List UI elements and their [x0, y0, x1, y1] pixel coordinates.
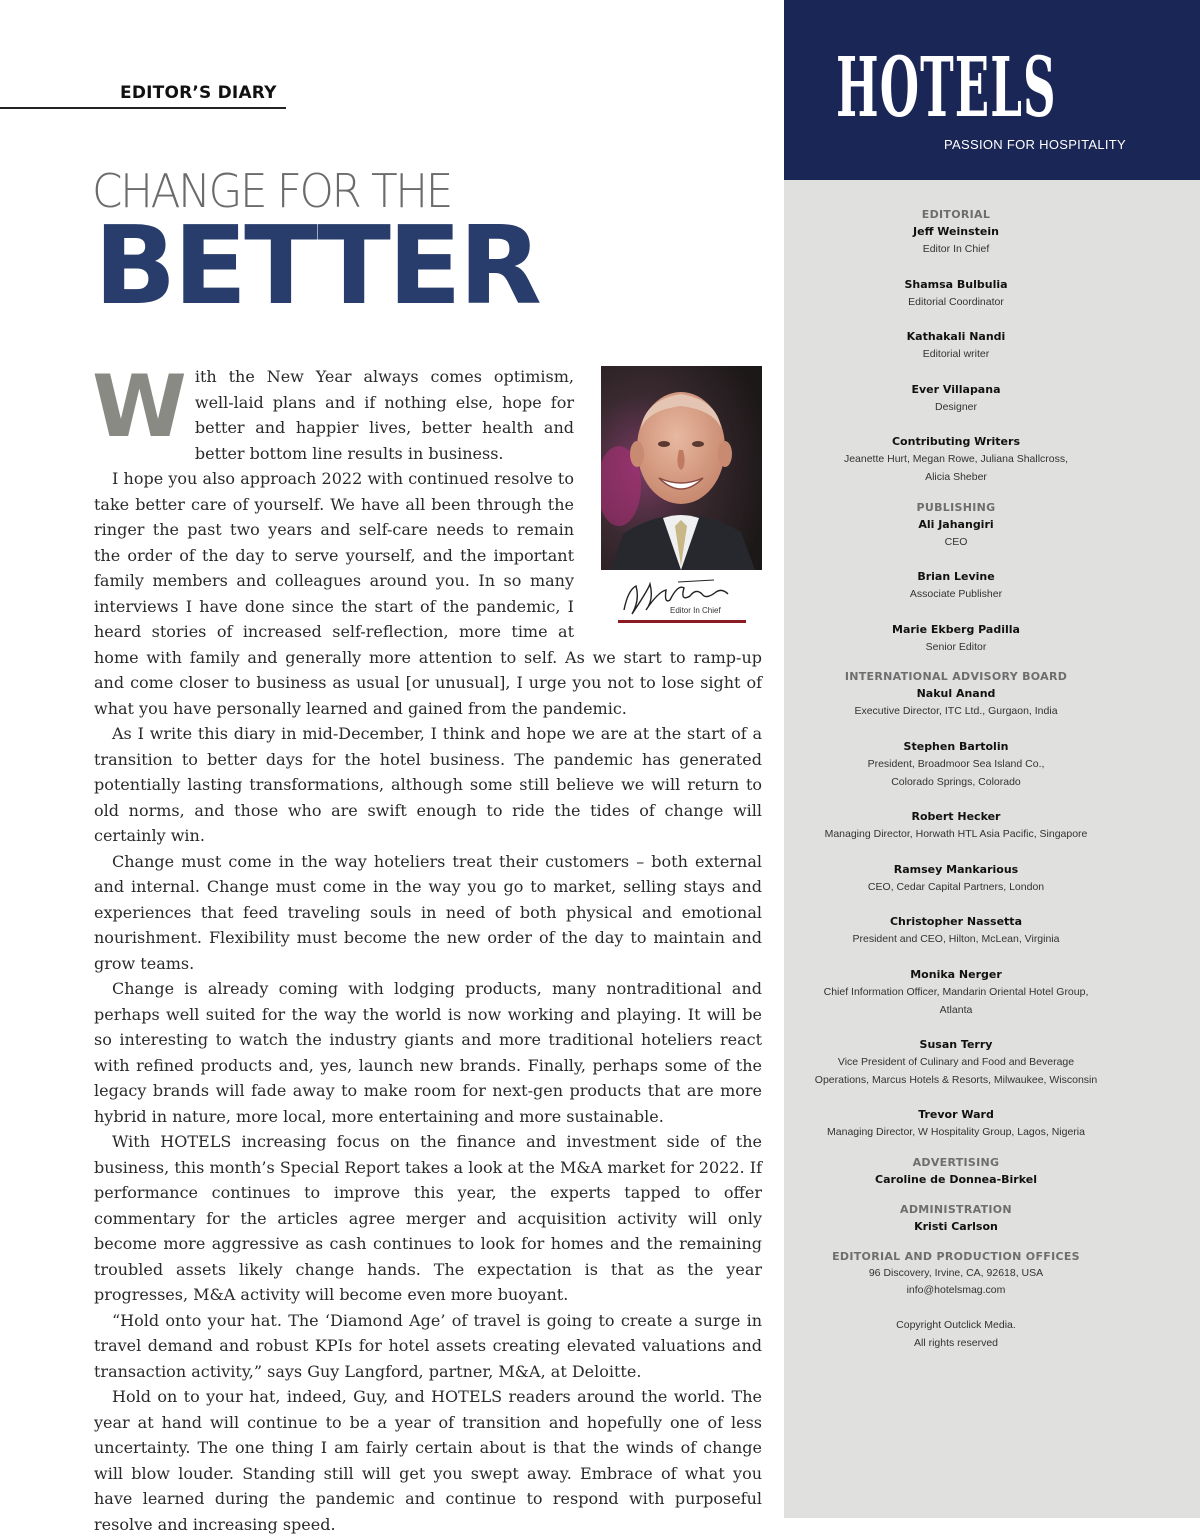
staff-role: Managing Director, W Hospitality Group, Lagos, Nigeria	[827, 1126, 1085, 1139]
staff-role: Colorado Springs, Colorado	[891, 775, 1021, 788]
entry-gap	[784, 364, 1128, 381]
entry-gap	[784, 259, 1128, 276]
entry-gap	[784, 949, 1128, 966]
entry-gap	[784, 604, 1128, 621]
staff-name: Marie Ekberg Padilla	[892, 622, 1020, 636]
staff-name: Trevor Ward	[918, 1108, 994, 1122]
entry-gap	[784, 896, 1128, 913]
staff-role: Operations, Marcus Hotels & Resorts, Milwaukee, Wisconsin	[814, 1073, 1098, 1086]
staff-name: Christopher Nassetta	[889, 915, 1022, 929]
entry-gap	[784, 416, 1128, 433]
section-gap	[784, 1236, 1128, 1249]
article-paragraph: As I write this diary in mid-December, I think and hope we are at the start of a transition to better days for the hotel business. The pandemic has generated potentially lasting transformations, although some still believe we will return to old norms, and those who are swift enough to ride the tides of change will certainly win.	[94, 724, 762, 845]
masthead-section-title: ADVERTISING	[912, 1155, 1000, 1169]
section-label: EDITOR’S DIARY	[120, 83, 277, 103]
article-paragraph: “Hold onto your hat. The ‘Diamond Age’ of travel is going to create a surge in travel demand and robust KPIs for hotel assets creating elevated valuations and transaction activity,” says Guy Langford, partner, M&A, at Deloitte.	[94, 1310, 762, 1381]
hotels-logo: HOTELS	[836, 40, 1057, 136]
staff-role: Associate Publisher	[909, 588, 1003, 601]
staff-name: Caroline de Donnea-Birkel	[875, 1172, 1037, 1186]
staff-name: Ramsey Mankarious	[893, 862, 1019, 876]
entry-gap	[784, 844, 1128, 861]
staff-name: Jeff Weinstein	[913, 225, 999, 238]
section-gap	[784, 487, 1128, 500]
staff-role: info@hotelsmag.com	[906, 1284, 1006, 1297]
masthead-banner	[784, 0, 1200, 180]
staff-name: Kristi Carlson	[914, 1219, 998, 1233]
entry-gap	[784, 551, 1128, 568]
copyright-line: Copyright Outclick Media.	[896, 1319, 1016, 1332]
article-body	[92, 357, 762, 1537]
entry-gap	[784, 1300, 1128, 1317]
staff-role: Editor In Chief	[922, 243, 990, 255]
staff-role: Vice President of Culinary and Food and Beverage	[837, 1056, 1075, 1069]
staff-role: Senior Editor	[925, 640, 987, 653]
entry-gap	[784, 721, 1128, 738]
staff-name: Susan Terry	[919, 1038, 993, 1052]
staff-role: Editorial writer	[922, 348, 990, 361]
masthead-sidebar	[784, 0, 1200, 1518]
staff-name: Nakul Anand	[916, 687, 996, 701]
headline-main: BETTER	[94, 204, 539, 329]
article-paragraph: Change is already coming with lodging products, many nontraditional and perhaps well suited for the way the world is now working and playing. It will be so interesting to watch the industry giants and more traditional hoteliers react with refined products and, yes, launch new brands. Finally, perhaps some of the legacy brands will fade away to make room for next-gen products that are more hybrid in nature, more local, more entertaining and more sustainable.	[94, 979, 762, 1126]
drop-cap: W	[92, 357, 183, 457]
article-paragraph: With HOTELS increasing focus on the finance and investment side of the business, this month’s Special Report takes a look at the M&A market for 2022. If performance continues to improve this year, the experts tapped to offer commentary for the articles agree merger and acquisition activity will only become more aggressive as cash continues to look for homes and the remaining troubled assets likely change hands. The expectation is that as the year progresses, M&A activity will become even more buoyant.	[94, 1132, 762, 1304]
article-paragraph: Change must come in the way hoteliers treat their customers – both external and internal. Change must come in the way you go to market, selling stays and experiences that feed traveling souls in need of both physical and emotional nourishment. Flexibility must become the new order of the day to maintain and grow teams.	[94, 851, 762, 973]
masthead-section-title: EDITORIAL AND PRODUCTION OFFICES	[832, 1249, 1080, 1263]
copyright-line: All rights reserved	[913, 1336, 999, 1349]
photo-caption: Editor In Chief	[670, 606, 721, 615]
section-gap	[784, 1189, 1128, 1202]
staff-role: Designer	[934, 400, 978, 413]
staff-role: 96 Discovery, Irvine, CA, 92618, USA	[868, 1266, 1044, 1279]
section-gap	[784, 1142, 1128, 1155]
editor-photo-block	[592, 364, 762, 628]
masthead-section-title: INTERNATIONAL ADVISORY BOARD	[844, 670, 1068, 684]
staff-name: Shamsa Bulbulia	[904, 277, 1008, 291]
editor-portrait	[601, 366, 762, 570]
staff-name: Contributing Writers	[891, 435, 1020, 449]
staff-role: President and CEO, Hilton, McLean, Virginia	[852, 933, 1060, 946]
masthead-section-title: PUBLISHING	[916, 500, 996, 514]
staff-role: Managing Director, Horwath HTL Asia Pacific, Singapore	[824, 828, 1088, 841]
staff-role: CEO	[944, 535, 968, 548]
masthead-staff-list	[784, 207, 1128, 1352]
masthead-section-title: EDITORIAL	[921, 208, 991, 221]
staff-role: Atlanta	[939, 1003, 973, 1016]
masthead-section-title: ADMINISTRATION	[900, 1202, 1012, 1216]
article-paragraph: With the New Year always comes optimism, well-laid plans and if nothing else, hope for better and happier lives, better health and better bottom line results in business.	[92, 357, 574, 463]
staff-role: Alicia Sheber	[925, 470, 987, 483]
staff-name: Stephen Bartolin	[903, 739, 1009, 753]
article-paragraph: Hold on to your hat, indeed, Guy, and HOTELS readers around the world. The year at hand will continue to be a year of transition and hopefully one of less uncertainty. The one thing I am fairly certain about is that the winds of change will blow louder. Standing still will get you swept away. Embrace of what you have learned during the pandemic and continue to respond with purposeful resolve and increasing speed.	[94, 1387, 762, 1534]
staff-name: Kathakali Nandi	[906, 330, 1006, 344]
staff-role: Chief Information Officer, Mandarin Oriental Hotel Group,	[823, 985, 1089, 998]
staff-name: Robert Hecker	[911, 810, 1001, 824]
staff-name: Brian Levine	[917, 570, 995, 584]
headline-kicker: CHANGE FOR THE	[92, 164, 452, 218]
entry-gap	[784, 791, 1128, 808]
staff-role: Editorial Coordinator	[908, 295, 1004, 308]
staff-name: Ali Jahangiri	[918, 517, 994, 531]
staff-role: Jeanette Hurt, Megan Rowe, Juliana Shallcross,	[843, 453, 1069, 466]
section-rule	[0, 107, 286, 109]
staff-name: Monika Nerger	[910, 967, 1002, 981]
article-paragraph: I hope you also approach 2022 with continued resolve to take better care of yourself. We have all been through the ringer the past two years and self-care needs to remain the order of the day to serve yourself, and the important family members and colleagues around you. In so many interviews I have done since the start of the pandemic, I heard stories of increased self-reflection, more time at home with family and generally more attention to self. As we start to ramp-up and come closer to business as usual [or unusual], I urge you not to lose sight of what you have personally learned and gained from the pandemic.	[94, 469, 762, 718]
staff-name: Ever Villapana	[911, 382, 1001, 396]
section-gap	[784, 656, 1128, 669]
entry-gap	[784, 311, 1128, 328]
entry-gap	[784, 1019, 1128, 1036]
staff-role: Executive Director, ITC Ltd., Gurgaon, India	[854, 705, 1058, 718]
staff-role: President, Broadmoor Sea Island Co.,	[867, 757, 1045, 770]
masthead-tagline: PASSION FOR HOSPITALITY	[944, 137, 1126, 152]
staff-role: CEO, Cedar Capital Partners, London	[867, 880, 1045, 893]
entry-gap	[784, 1089, 1128, 1106]
photo-rule	[618, 620, 746, 623]
